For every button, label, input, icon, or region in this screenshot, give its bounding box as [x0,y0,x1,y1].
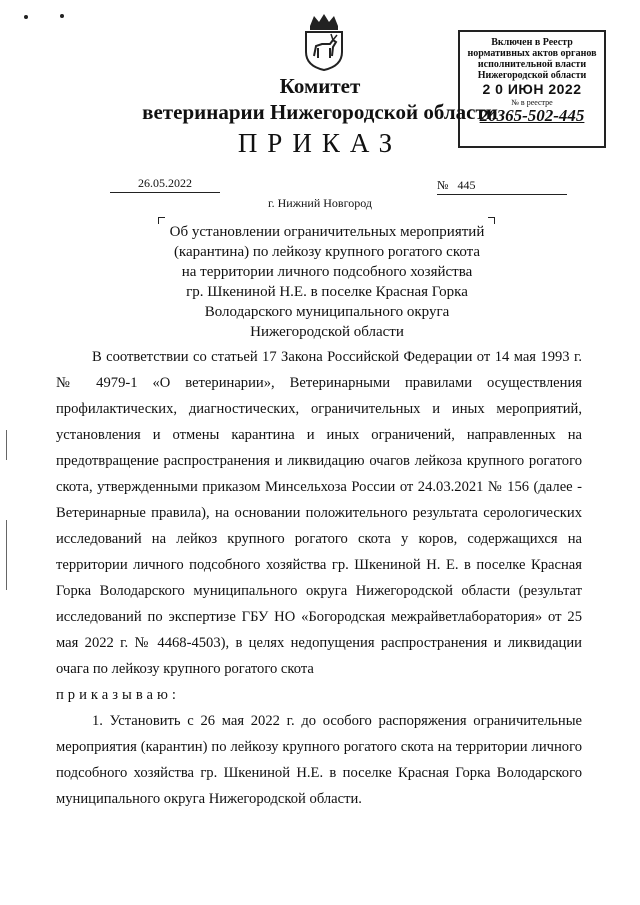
stamp-registry-number: 20365-502-445 [479,106,585,125]
subject-line: Об установлении ограничительных мероприятий [169,224,485,240]
preamble-paragraph: В соответствии со статьей 17 Закона Российской Федерации от 14 мая 1993 г. № 4979-1 «О ветеринарии», Ветеринарными правилами осуществления профилактических, диагностических, ограничительных и иных мероприятий, установления и отмены карантина и иных ограничений, направленных на предотвращение распространения и ликвидацию очагов лейкоза крупного рогатого скота, утвержденными приказом Минсельхоза России от 24.03.2021 № 156 (далее - Ветеринарные правила), на основании положительного результата серологических исследований на лейкоз крупного рогатого скота у коров, содержащихся на территории личного подсобного хозяйства гр. Шкениной Н. Е. в поселке Красная Горка Володарского муниципального округа Нижегородской области (результат исследований по экспертизе ГБУ НО «Богородская межрайветлаборатория» от 25 мая 2022 г. № 4468-4503), в целях недопущения распространения и ликвидации очага по лейкозу крупного рогатого скота [56,349,582,677]
stamp-line: Включен в Реестр [491,37,573,48]
coat-of-arms-icon [300,12,348,72]
subject-line: Володарского муниципального округа [204,304,450,320]
margin-mark [6,520,7,590]
order-item-1: 1. Установить с 26 мая 2022 г. до особого распоряжения ограничительные мероприятия (карантин) по лейкозу крупного рогатого скота на территории личного подсобного хозяйства гр. Шкениной Н.Е. в поселке Красная Горка Володарского муниципального округа Нижегородской области. [56,713,582,807]
number-label: № [437,178,449,192]
committee-line: ветеринарии Нижегородской области [142,100,498,124]
number-value: 445 [457,178,476,192]
order-date: 26.05.2022 [110,176,220,193]
order-body [56,344,582,812]
committee-line: Комитет [279,74,361,98]
subject-line: на территории личного подсобного хозяйства [181,264,473,280]
document-type: ПРИКАЗ [237,128,403,158]
stamp-registry-label: № в реестре [511,98,553,107]
subject-line: гр. Шкениной Н.Е. в поселке Красная Горка [186,284,468,300]
order-subject [162,222,492,342]
decree-word: приказываю: [56,687,180,703]
stamp-date: 2 0 ИЮН 2022 [482,81,582,97]
stamp-line: исполнительной власти [477,59,587,70]
stamp-line: нормативных актов органов [467,48,597,59]
subject-line: Нижегородской области [250,324,404,340]
city: г. Нижний Новгород [268,196,372,210]
scan-speck [60,14,64,18]
scan-speck [24,15,28,19]
subject-line: (карантина) по лейкозу крупного рогатого скота [173,244,481,260]
committee-name [120,73,520,125]
margin-mark [6,430,7,460]
stamp-line: Нижегородской области [477,70,587,81]
order-number [437,178,567,195]
